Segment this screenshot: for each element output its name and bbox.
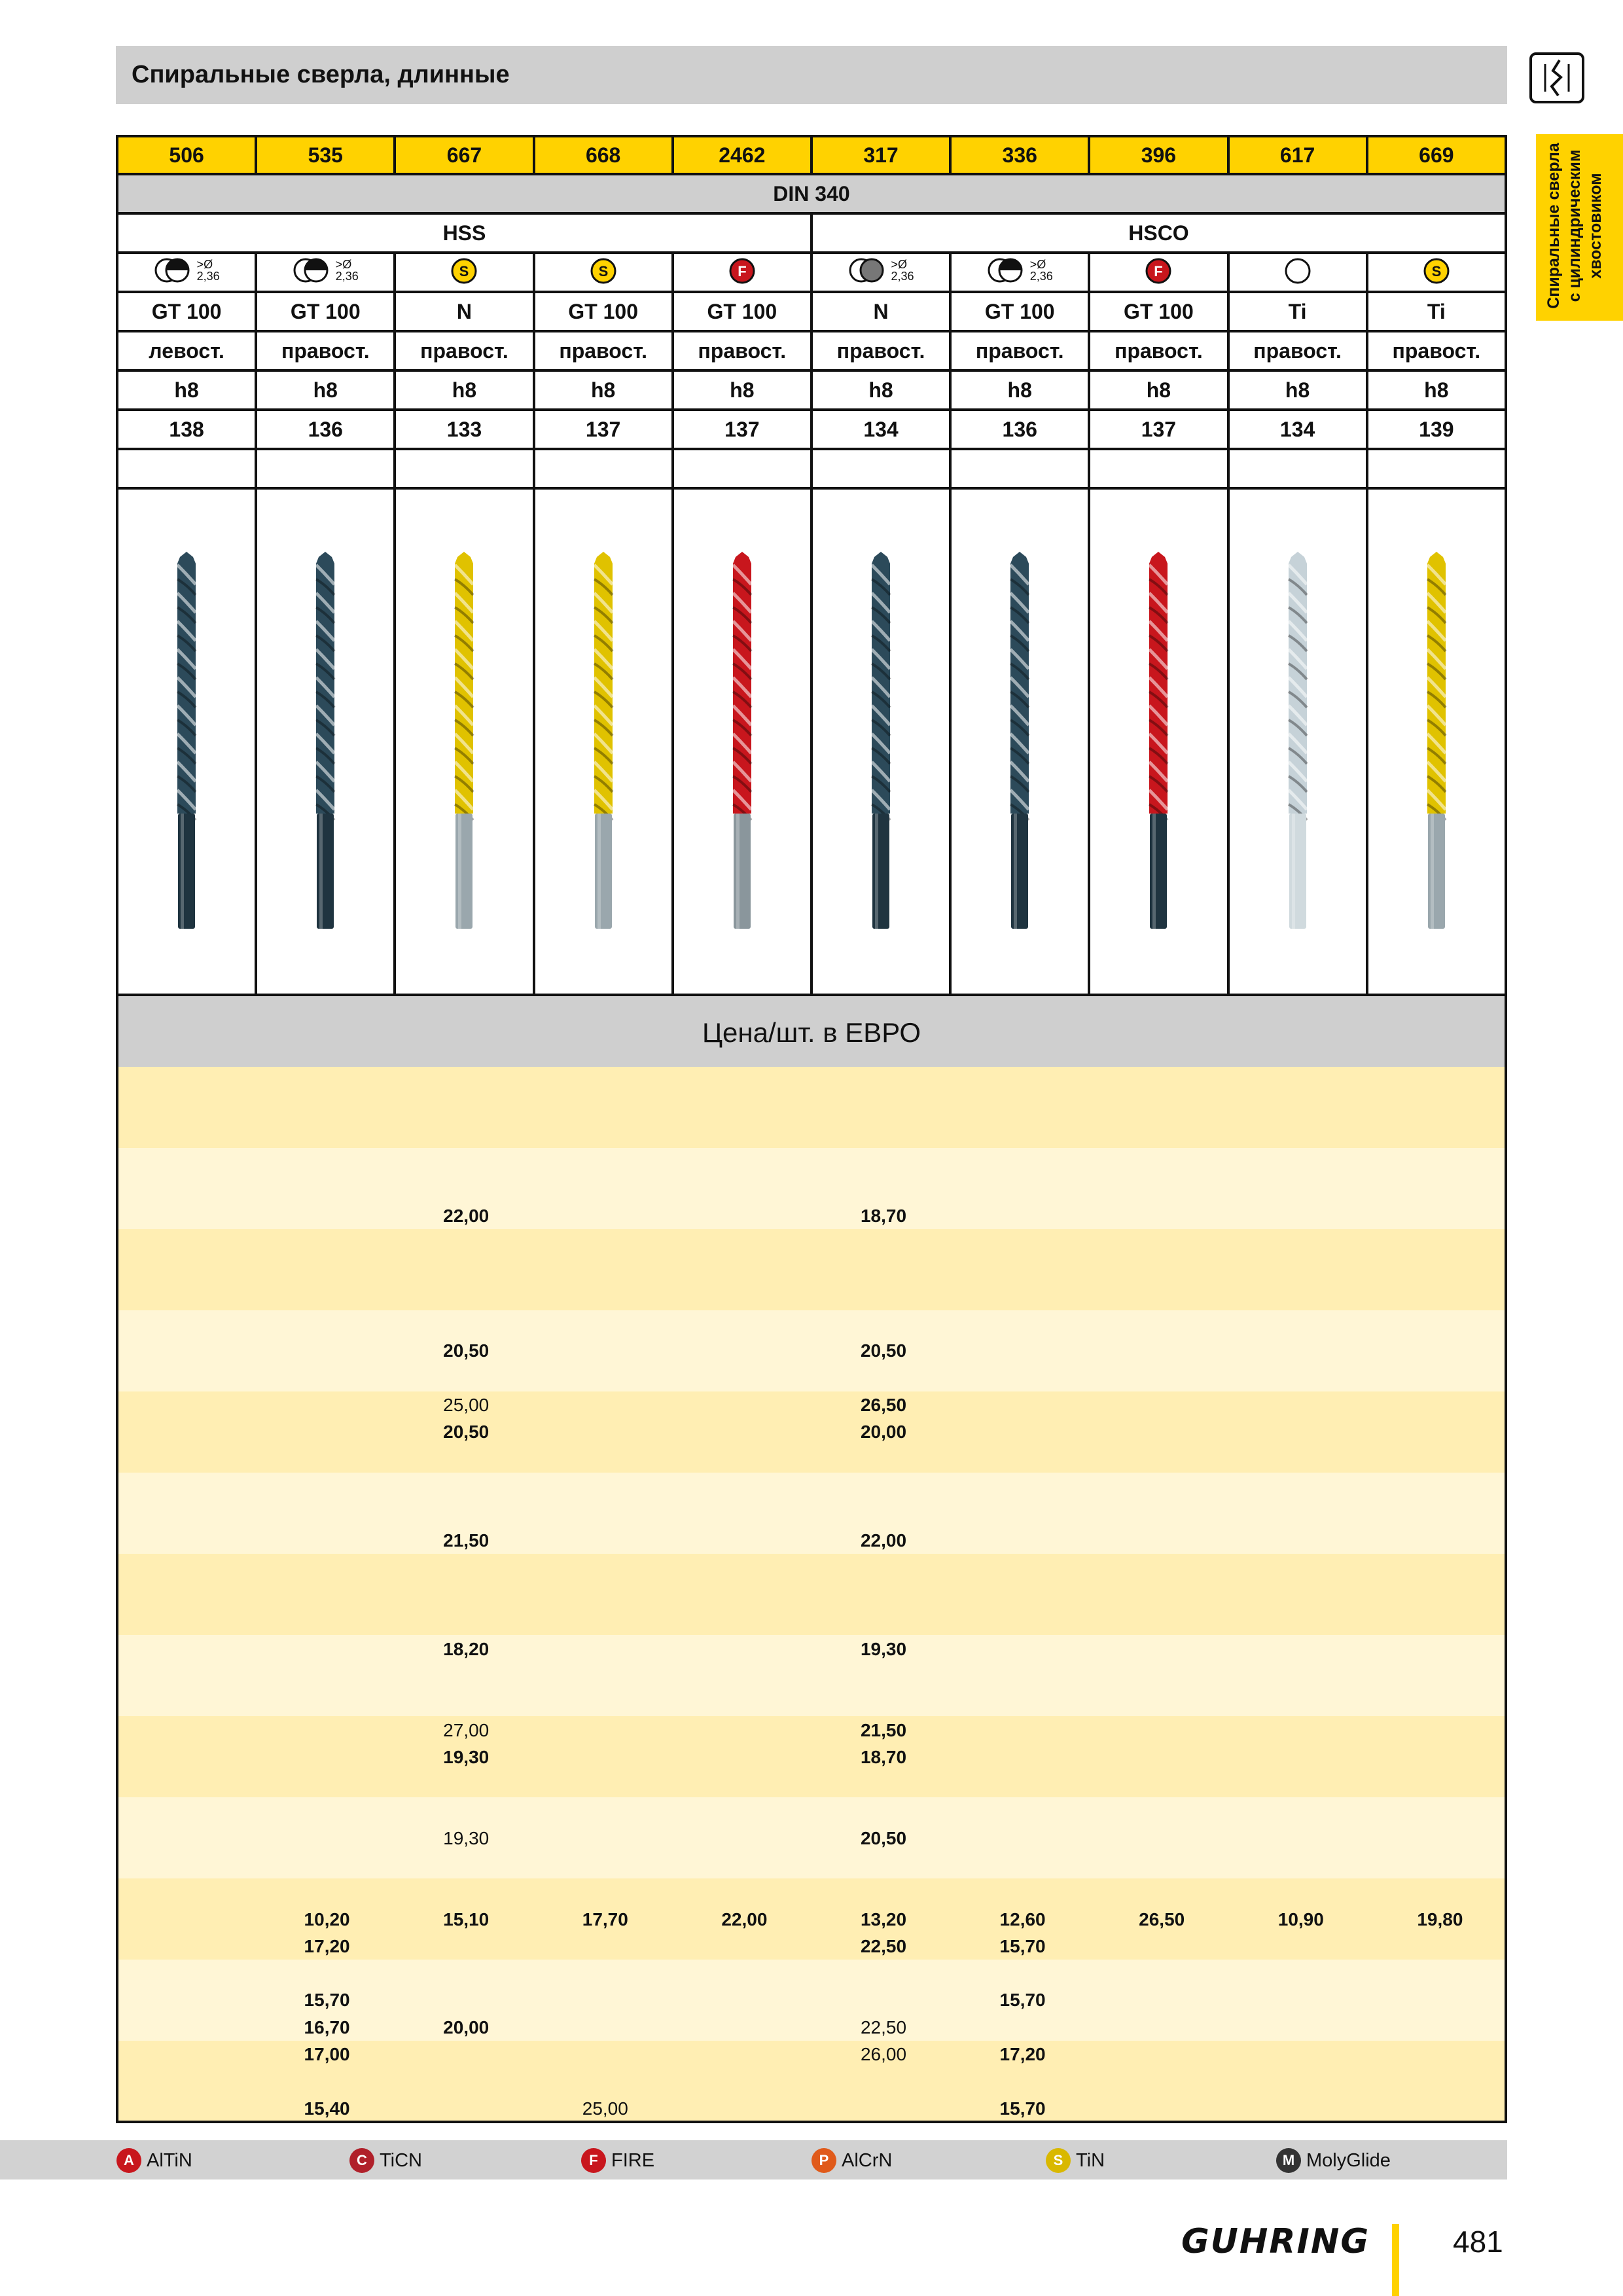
page-accent-bar — [1392, 2224, 1399, 2296]
coating-ticn-icon: C — [349, 2148, 374, 2173]
price-band — [118, 1635, 1505, 1716]
price-value: 19,30 — [443, 1828, 490, 1848]
price-value: 19,80 — [1417, 1909, 1463, 1929]
tolerance-617: h8 — [1228, 370, 1367, 410]
price-value: 26,50 — [860, 1395, 907, 1415]
svg-text:S: S — [598, 262, 608, 279]
half-coated-icon — [987, 256, 1029, 285]
tool-type-row — [117, 292, 1506, 331]
legend-label: FIRE — [611, 2149, 655, 2171]
article-codes-row — [117, 136, 1506, 174]
spec-table — [116, 135, 1507, 1072]
price-value: 13,20 — [860, 1909, 907, 1929]
article-code-667[interactable]: 667 — [395, 136, 533, 174]
legend-item-alcrn — [812, 2148, 892, 2173]
drill-bit — [175, 552, 198, 931]
tool-type-617: Ti — [1228, 292, 1367, 331]
blank-cell-668 — [534, 449, 673, 488]
coating-alcrn-icon: P — [812, 2148, 836, 2173]
uncoated-icon — [1284, 257, 1311, 285]
tolerance-row — [117, 370, 1506, 410]
tool-type-336: GT 100 — [950, 292, 1089, 331]
price-value: 15,10 — [443, 1909, 490, 1929]
drill-image-617[interactable] — [1228, 488, 1367, 995]
legend-item-ticn — [349, 2148, 422, 2173]
svg-text:S: S — [459, 262, 469, 279]
price-value: 15,70 — [304, 1990, 350, 2010]
article-code-617[interactable]: 617 — [1228, 136, 1367, 174]
page-ref-617: 134 — [1228, 410, 1367, 449]
legend-label: AlCrN — [842, 2149, 893, 2171]
legend-item-fire — [581, 2148, 654, 2173]
price-value: 18,70 — [860, 1747, 907, 1767]
fire-coating-icon — [1145, 257, 1172, 285]
drill-image-317[interactable] — [812, 488, 950, 995]
drill-bit — [869, 552, 893, 931]
page-ref-535: 136 — [256, 410, 395, 449]
page-ref-row — [117, 410, 1506, 449]
price-value: 15,40 — [304, 2098, 350, 2119]
legend-item-tin — [1046, 2148, 1105, 2173]
article-code-506[interactable]: 506 — [117, 136, 256, 174]
drill-bit — [1425, 552, 1448, 931]
blank-cell-317 — [812, 449, 950, 488]
price-header: Цена/шт. в ЕВРО — [117, 995, 1506, 1071]
drill-bit — [452, 552, 476, 931]
coating-cell-2462 — [673, 253, 812, 292]
article-code-669[interactable]: 669 — [1367, 136, 1506, 174]
drill-image-668[interactable] — [534, 488, 673, 995]
direction-506: левост. — [117, 331, 256, 370]
coating-cell-317 — [812, 253, 950, 292]
price-value: 22,50 — [860, 2017, 907, 2037]
direction-667: правост. — [395, 331, 533, 370]
price-band — [118, 1554, 1505, 1635]
material-group-row — [117, 213, 1506, 253]
drill-image-669[interactable] — [1367, 488, 1506, 995]
diameter-note: >Ø 2,36 — [196, 258, 220, 283]
legend-label: MolyGlide — [1306, 2149, 1391, 2171]
price-value: 15,70 — [999, 2098, 1046, 2119]
tolerance-2462: h8 — [673, 370, 812, 410]
fire-coating-icon — [728, 257, 756, 285]
article-code-317[interactable]: 317 — [812, 136, 950, 174]
direction-2462: правост. — [673, 331, 812, 370]
coating-cell-396 — [1089, 253, 1228, 292]
tolerance-668: h8 — [534, 370, 673, 410]
page-ref-2462: 137 — [673, 410, 812, 449]
price-value: 17,20 — [999, 2044, 1046, 2064]
price-value: 22,50 — [860, 1936, 907, 1956]
coating-molyglide-icon: M — [1276, 2148, 1301, 2173]
tool-type-667: N — [395, 292, 533, 331]
tool-type-669: Ti — [1367, 292, 1506, 331]
price-band — [118, 1148, 1505, 1229]
legend-label: TiCN — [380, 2149, 422, 2171]
direction-336: правост. — [950, 331, 1089, 370]
price-value: 15,70 — [999, 1936, 1046, 1956]
drill-image-667[interactable] — [395, 488, 533, 995]
price-value: 20,50 — [860, 1340, 907, 1361]
direction-668: правост. — [534, 331, 673, 370]
tool-type-317: N — [812, 292, 950, 331]
page-title: Спиральные сверла, длинные — [116, 46, 1507, 104]
coating-row — [117, 253, 1506, 292]
price-band — [118, 1310, 1505, 1391]
coating-fire-icon: F — [581, 2148, 606, 2173]
tolerance-317: h8 — [812, 370, 950, 410]
coating-cell-667 — [395, 253, 533, 292]
tolerance-396: h8 — [1089, 370, 1228, 410]
drill-bit — [313, 552, 337, 931]
drill-bit — [592, 552, 615, 931]
direction-669: правост. — [1367, 331, 1506, 370]
drill-image-336[interactable] — [950, 488, 1089, 995]
tolerance-669: h8 — [1367, 370, 1506, 410]
tolerance-506: h8 — [117, 370, 256, 410]
steam-treated-icon — [848, 256, 890, 285]
price-value: 19,30 — [860, 1639, 907, 1659]
page-ref-506: 138 — [117, 410, 256, 449]
material-group-hss: HSS — [117, 213, 812, 253]
price-value: 22,00 — [721, 1909, 768, 1929]
tolerance-336: h8 — [950, 370, 1089, 410]
coating-legend — [0, 2140, 1507, 2179]
drill-bit — [1147, 552, 1170, 931]
price-value: 10,90 — [1277, 1909, 1324, 1929]
tolerance-667: h8 — [395, 370, 533, 410]
price-value: 26,50 — [1139, 1909, 1185, 1929]
blank-cell-535 — [256, 449, 395, 488]
drill-image-535[interactable] — [256, 488, 395, 995]
tool-type-535: GT 100 — [256, 292, 395, 331]
coating-cell-506 — [117, 253, 256, 292]
price-value: 12,60 — [999, 1909, 1046, 1929]
price-value: 17,20 — [304, 1936, 350, 1956]
price-value: 20,00 — [860, 1422, 907, 1442]
tool-type-668: GT 100 — [534, 292, 673, 331]
svg-text:F: F — [1154, 262, 1164, 279]
page-ref-667: 133 — [395, 410, 533, 449]
price-value: 16,70 — [304, 2017, 350, 2037]
price-band — [118, 1473, 1505, 1554]
tool-type-506: GT 100 — [117, 292, 256, 331]
page-number: 481 — [1453, 2225, 1503, 2259]
diameter-note: >Ø 2,36 — [335, 258, 359, 283]
price-value: 19,30 — [443, 1747, 490, 1767]
blank-row — [117, 449, 1506, 488]
price-value: 22,00 — [443, 1206, 490, 1226]
blank-cell-669 — [1367, 449, 1506, 488]
material-group-hsco: HSCO — [812, 213, 1506, 253]
tool-type-2462: GT 100 — [673, 292, 812, 331]
page-ref-396: 137 — [1089, 410, 1228, 449]
price-value: 27,00 — [443, 1720, 490, 1740]
drill-bit — [1286, 552, 1310, 931]
drill-image-396[interactable] — [1089, 488, 1228, 995]
page-ref-669: 139 — [1367, 410, 1506, 449]
tolerance-535: h8 — [256, 370, 395, 410]
svg-text:F: F — [738, 262, 747, 279]
blank-cell-506 — [117, 449, 256, 488]
price-value: 25,00 — [443, 1395, 490, 1415]
price-value: 26,00 — [860, 2044, 907, 2064]
drill-image-506[interactable] — [117, 488, 256, 995]
price-value: 21,50 — [443, 1530, 490, 1551]
blank-cell-336 — [950, 449, 1089, 488]
brand-logo: GUHRING — [1181, 2222, 1370, 2261]
tin-coating-icon — [1423, 257, 1450, 285]
half-coated-icon — [293, 256, 334, 285]
price-value: 20,50 — [443, 1422, 490, 1442]
drill-image-2462[interactable] — [673, 488, 812, 995]
page-ref-668: 137 — [534, 410, 673, 449]
tin-coating-icon — [450, 257, 478, 285]
price-value: 21,50 — [860, 1720, 907, 1740]
coating-cell-617 — [1228, 253, 1367, 292]
standard-label: DIN 340 — [117, 174, 1506, 213]
direction-row — [117, 331, 1506, 370]
diameter-note: >Ø 2,36 — [891, 258, 914, 283]
blank-cell-396 — [1089, 449, 1228, 488]
coating-cell-668 — [534, 253, 673, 292]
article-code-336[interactable]: 336 — [950, 136, 1089, 174]
article-code-535[interactable]: 535 — [256, 136, 395, 174]
half-coated-icon — [154, 256, 196, 285]
coating-cell-535 — [256, 253, 395, 292]
price-value: 18,70 — [860, 1206, 907, 1226]
drill-icon — [1529, 52, 1584, 103]
price-value: 20,00 — [443, 2017, 490, 2037]
legend-label: TiN — [1076, 2149, 1105, 2171]
price-value: 15,70 — [999, 1990, 1046, 2010]
direction-535: правост. — [256, 331, 395, 370]
price-band — [118, 1391, 1505, 1473]
price-band — [118, 1067, 1505, 1148]
legend-item-molyglide — [1276, 2148, 1391, 2173]
direction-617: правост. — [1228, 331, 1367, 370]
section-tab-label: Спиральные сверла с цилиндрическим хвостовиком — [1544, 143, 1605, 309]
price-band — [118, 1797, 1505, 1878]
tool-type-396: GT 100 — [1089, 292, 1228, 331]
price-value: 17,00 — [304, 2044, 350, 2064]
coating-cell-336 — [950, 253, 1089, 292]
price-value: 25,00 — [582, 2098, 628, 2119]
direction-317: правост. — [812, 331, 950, 370]
price-value: 18,20 — [443, 1639, 490, 1659]
price-band — [118, 1716, 1505, 1797]
price-value: 17,70 — [582, 1909, 628, 1929]
svg-text:S: S — [1431, 262, 1442, 279]
page-ref-317: 134 — [812, 410, 950, 449]
price-value: 10,20 — [304, 1909, 350, 1929]
direction-396: правост. — [1089, 331, 1228, 370]
legend-item-altin — [116, 2148, 192, 2173]
price-area — [116, 1067, 1507, 2123]
price-value: 20,50 — [860, 1828, 907, 1848]
drill-image-row — [117, 488, 1506, 995]
drill-bit — [1008, 552, 1031, 931]
coating-tin-icon: S — [1046, 2148, 1071, 2173]
blank-cell-2462 — [673, 449, 812, 488]
coating-altin-icon: A — [116, 2148, 141, 2173]
article-code-2462[interactable]: 2462 — [673, 136, 812, 174]
article-code-396[interactable]: 396 — [1089, 136, 1228, 174]
price-value: 20,50 — [443, 1340, 490, 1361]
blank-cell-667 — [395, 449, 533, 488]
article-code-668[interactable]: 668 — [534, 136, 673, 174]
tin-coating-icon — [590, 257, 617, 285]
blank-cell-617 — [1228, 449, 1367, 488]
price-band — [118, 1229, 1505, 1310]
price-value: 22,00 — [860, 1530, 907, 1551]
page-ref-336: 136 — [950, 410, 1089, 449]
legend-label: AlTiN — [147, 2149, 192, 2171]
drill-bit — [730, 552, 754, 931]
diameter-note: >Ø 2,36 — [1029, 258, 1053, 283]
coating-cell-669 — [1367, 253, 1506, 292]
